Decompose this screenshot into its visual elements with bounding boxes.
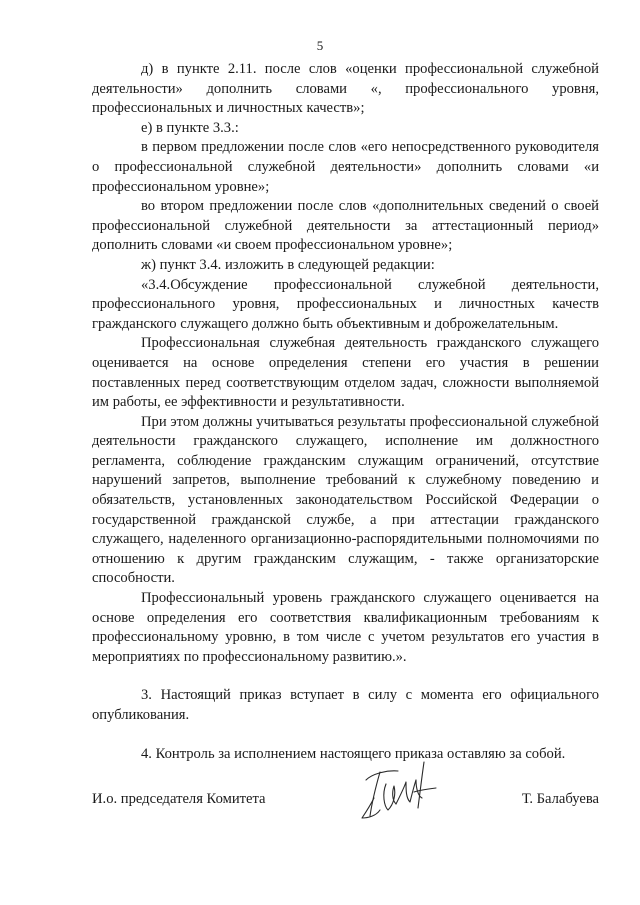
signatory-name: Т. Балабуева <box>521 791 599 807</box>
paragraph-criteria: При этом должны учитываться результаты профессиональной служебной деятельности гражданского служащего, исполнение им должностного регламента, соблюдение гражданским служащим ограничений, отсутствие нарушений запретов, выполнение требований к служебному поведению и обязательств, установленных законодательством Российской Федерации о государственной гражданской службе, а при аттестации гражданского служащего, наделенного организационно-распорядительными полномочиями по отношению к другим гражданским служащим, - также организаторские способности. <box>92 413 599 587</box>
document-body <box>92 60 599 764</box>
paragraph-professional-level: Профессиональный уровень гражданского служащего оценивается на основе определения его соответствия квалификационным требованиям к профессиональному уровню, в том числе с учетом результатов его участия в мероприятиях по профессиональному развитию.». <box>92 590 599 665</box>
paragraph-control: 4. Контроль за исполнением настоящего приказа оставляю за собой. <box>141 745 566 762</box>
paragraph-3-4-discussion: «3.4.Обсуждение профессиональной служебной деятельности, профессионального уровня, профессиональных и личностных качеств гражданского служащего должно быть объективным и доброжелательным. <box>92 276 599 332</box>
handwritten-signature-icon <box>352 758 442 824</box>
paragraph-effective-date: 3. Настоящий приказ вступает в силу с момента его официального опубликования. <box>92 687 599 723</box>
paragraph-item-zh: ж) пункт 3.4. изложить в следующей редакции: <box>141 256 435 273</box>
paragraph-item-d: д) в пункте 2.11. после слов «оценки профессиональной служебной деятельности» дополнить словами «, профессионального уровня, профессиональных и личностных качеств»; <box>92 61 599 117</box>
paragraph-second-sentence: во втором предложении после слов «дополнительных сведений о своей профессиональной служебной деятельности за аттестационный период» дополнить словами «и своем профессиональном уровне»; <box>92 198 599 254</box>
paragraph-item-e: е) в пункте 3.3.: <box>141 119 239 136</box>
paragraph-first-sentence: в первом предложении после слов «его непосредственного руководителя о профессиональной служебной деятельности» дополнить словами «и профессиональном уровне»; <box>92 139 599 195</box>
paragraph-activity-evaluation: Профессиональная служебная деятельность гражданского служащего оценивается на основе определения степени его участия в решении поставленных перед соответствующим отделом задач, сложности выполняемой им работы, ее эффективности и результативности. <box>92 335 599 411</box>
page-number: 5 <box>316 38 324 53</box>
signature-block <box>92 758 599 828</box>
signatory-title: И.о. председателя Комитета <box>92 791 266 807</box>
